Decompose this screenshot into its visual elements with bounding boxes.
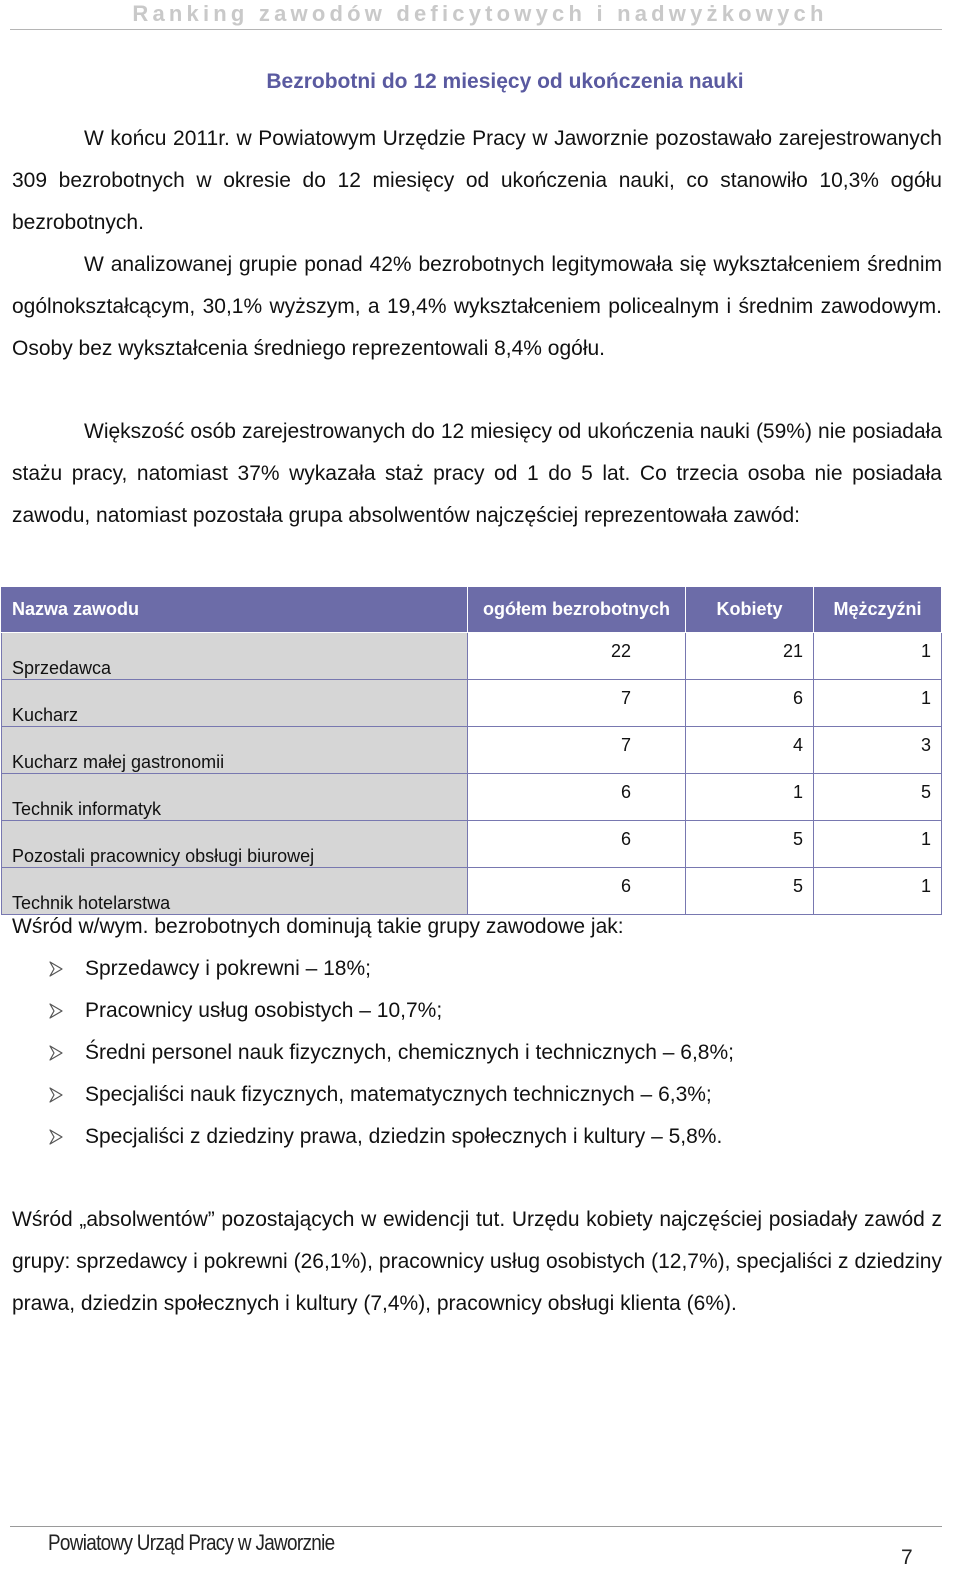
cell-total: 7: [468, 727, 686, 774]
cell-men: 1: [814, 868, 942, 915]
cell-women: 5: [686, 821, 814, 868]
cell-women: 1: [686, 774, 814, 821]
table-row: [2, 821, 942, 868]
cell-total: 6: [468, 868, 686, 915]
column-header-occupation: Nazwa zawodu: [2, 587, 468, 633]
cell-women: 5: [686, 868, 814, 915]
cell-men: 3: [814, 727, 942, 774]
cell-women: 21: [686, 633, 814, 680]
list-item-text: Średni personel nauk fizycznych, chemicznych i technicznych – 6,8%;: [85, 1041, 734, 1064]
table-row: [2, 680, 942, 727]
arrow-bullet-icon: [48, 1087, 64, 1103]
list-item: [48, 948, 734, 990]
list-item: [48, 1074, 734, 1116]
paragraph-women-groups: Wśród „absolwentów” pozostających w ewidencji tut. Urzędu kobiety najczęściej posiadały zawód z grupy: sprzedawcy i pokrewni (26,1%), pracownicy usług osobistych (12,7%), specjaliści z dziedziny prawa, dziedzin społecznych i kultury (7,4%), pracownicy obsługi klienta (6%).: [12, 1208, 942, 1315]
occupation-groups-list: [48, 948, 734, 1158]
cell-men: 1: [814, 633, 942, 680]
section-title: Bezrobotni do 12 miesięcy od ukończenia nauki: [266, 70, 744, 93]
table-row: [2, 727, 942, 774]
list-item-text: Pracownicy usług osobistych – 10,7%;: [85, 999, 443, 1022]
cell-occupation: Technik hotelarstwa: [2, 868, 468, 915]
list-item: [48, 990, 734, 1032]
paragraph-intro: W końcu 2011r. w Powiatowym Urzędzie Pracy w Jaworznie pozostawało zarejestrowanych 309 bezrobotnych w okresie do 12 miesięcy od ukończenia nauki, co stanowiło 10,3% ogółu bezrobotnych.: [12, 127, 942, 234]
page-number: 7: [901, 1546, 913, 1569]
cell-occupation: Kucharz: [2, 680, 468, 727]
cell-total: 22: [468, 633, 686, 680]
footer-divider: [10, 1526, 942, 1527]
arrow-bullet-icon: [48, 1045, 64, 1061]
table-row: [2, 633, 942, 680]
occupations-table: [1, 586, 942, 915]
cell-women: 6: [686, 680, 814, 727]
cell-occupation: Pozostali pracownicy obsługi biurowej: [2, 821, 468, 868]
cell-men: 1: [814, 821, 942, 868]
table-row: [2, 774, 942, 821]
arrow-bullet-icon: [48, 1129, 64, 1145]
cell-occupation: Technik informatyk: [2, 774, 468, 821]
list-item-text: Specjaliści nauk fizycznych, matematycznych technicznych – 6,3%;: [85, 1083, 712, 1106]
cell-women: 4: [686, 727, 814, 774]
header-divider: [10, 29, 942, 30]
column-header-men: Mężczyźni: [814, 587, 942, 633]
arrow-bullet-icon: [48, 961, 64, 977]
column-header-women: Kobiety: [686, 587, 814, 633]
column-header-total: ogółem bezrobotnych: [468, 587, 686, 633]
cell-occupation: Sprzedawca: [2, 633, 468, 680]
paragraph-education: W analizowanej grupie ponad 42% bezrobotnych legitymowała się wykształceniem średnim ogólnokształcącym, 30,1% wyższym, a 19,4% wykształceniem policealnym i średnim zawodowym. Osoby bez wykształcenia średniego reprezentowali 8,4% ogółu.: [12, 253, 942, 360]
list-item-text: Specjaliści z dziedziny prawa, dziedzin społecznych i kultury – 5,8%.: [85, 1125, 723, 1148]
list-item-text: Sprzedawcy i pokrewni – 18%;: [85, 957, 371, 980]
table-header-row: [2, 587, 942, 633]
groups-intro: Wśród w/wym. bezrobotnych dominują takie grupy zawodowe jak:: [12, 915, 624, 938]
list-item: [48, 1032, 734, 1074]
arrow-bullet-icon: [48, 1003, 64, 1019]
running-header: Ranking zawodów deficytowych i nadwyżkowych: [132, 1, 828, 26]
cell-total: 6: [468, 821, 686, 868]
footer-office-name: Powiatowy Urząd Pracy w Jaworznie: [48, 1530, 335, 1555]
cell-total: 6: [468, 774, 686, 821]
paragraph-experience: Większość osób zarejestrowanych do 12 miesięcy od ukończenia nauki (59%) nie posiadała stażu pracy, natomiast 37% wykazała staż pracy od 1 do 5 lat. Co trzecia osoba nie posiadała zawodu, natomiast pozostała grupa absolwentów najczęściej reprezentowała zawód:: [12, 420, 942, 527]
list-item: [48, 1116, 734, 1158]
cell-total: 7: [468, 680, 686, 727]
cell-occupation: Kucharz małej gastronomii: [2, 727, 468, 774]
cell-men: 5: [814, 774, 942, 821]
cell-men: 1: [814, 680, 942, 727]
